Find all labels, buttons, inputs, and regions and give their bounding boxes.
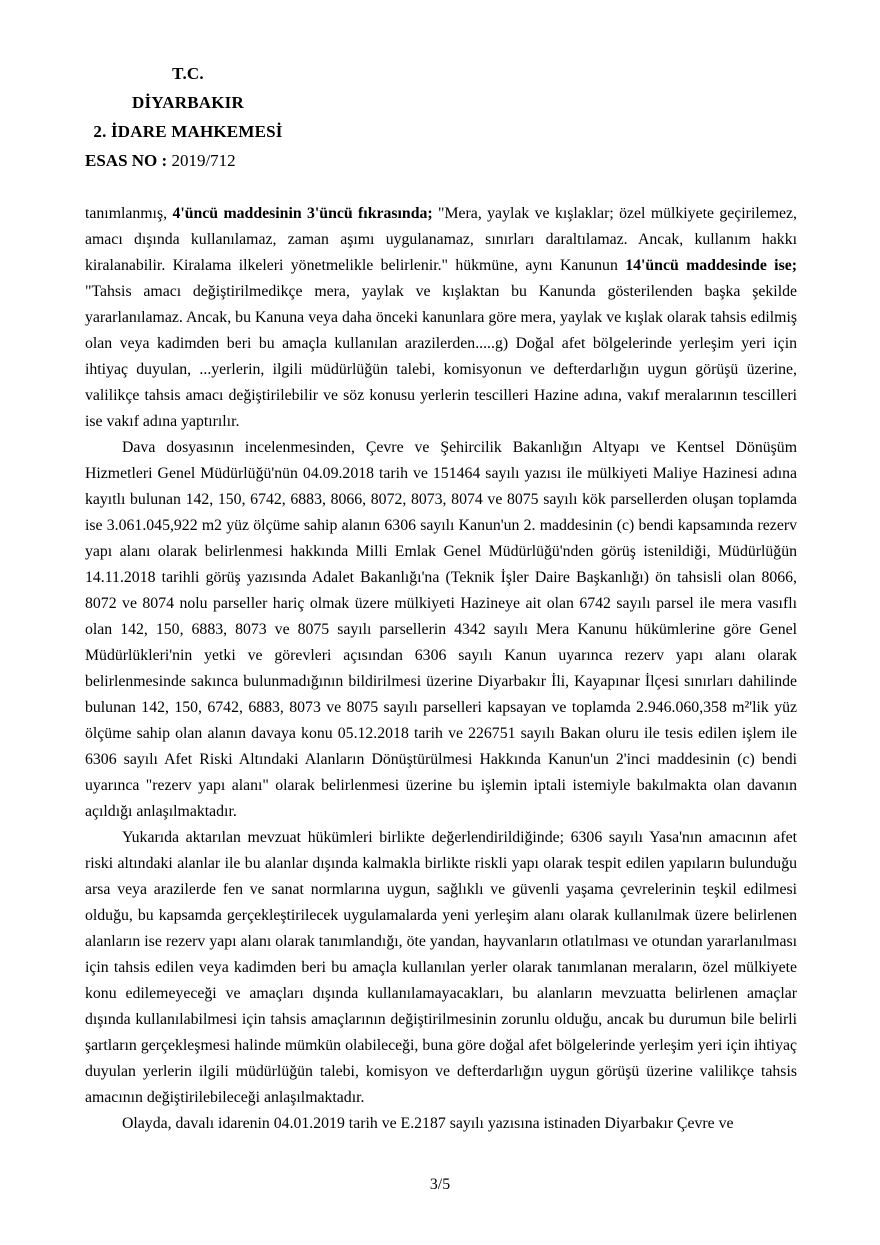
header-city-line: DİYARBAKIR xyxy=(132,93,244,112)
text-run: tanımlanmış, xyxy=(85,205,173,222)
case-number-label: ESAS NO : xyxy=(85,151,168,170)
paragraph xyxy=(85,435,797,825)
text-run: Olayda, davalı idarenin 04.01.2019 tarih ve E.2187 sayılı yazısına istinaden Diyarbakır Çevre ve xyxy=(122,1115,734,1132)
paragraph xyxy=(85,201,797,435)
case-number-value: 2019/712 xyxy=(171,151,236,170)
case-number-line xyxy=(85,146,236,175)
bold-text-run: 14'üncü maddesinde ise; xyxy=(625,257,797,274)
bold-text-run: 4'üncü maddesinin 3'üncü fıkrasında; xyxy=(172,205,433,222)
document-body xyxy=(85,201,797,1137)
page-number: 3/5 xyxy=(429,1176,451,1193)
text-run: Yukarıda aktarılan mevzuat hükümleri birlikte değerlendirildiğinde; 6306 sayılı Yasa'nın amacının afet riski altındaki alanlar ile bu alanlar dışında kalmakla birlikte riskli yapı olarak tespit edilen yapıların bulunduğu arsa veya arazilerde fen ve sanat normlarına uygun, sağlıklı ve güvenli yaşama çevrelerinin teşkil edilmesi olduğu, bu kapsamda gerçekleştirilecek uygulamalarda yeni yerleşim alanı olarak kullanılmak üzere belirlenen alanların ise rezerv yapı alanı olarak tanımlandığı, öte yandan, hayvanların otlatılması ve otundan yararlanılması için tahsis edilen veya kadimden beri bu amaçla kullanılan yerler olarak tanımlanan meraların, özel mülkiyete konu edilemeyeceği ve amaçları dışında kullanılamayacakları, bu alanların mevzuatta belirlenen amaçlar dışında kullanılabilmesi için tahsis amaçlarının değiştirilmesinin zorunlu olduğu, ancak bu durumun bile belirli şartların gerçekleşmesi halinde mümkün olabileceği, buna göre doğal afet bölgelerinde yerleşim yeri için ihtiyaç duyulan yerlerin ilgili müdürlüğün talebi, komisyon ve defterdarlığın uygun görüşü üzerine valilikçe tahsis amacının değiştirilebileceği anlaşılmaktadır. xyxy=(85,829,797,1106)
text-run: "Mera, yaylak ve kışlaklar; özel mülkiyete geçirilemez, amacı dışında kullanılamaz, zaman aşımı uygulanamaz, sınırları daraltılamaz. Ancak, kullanım hakkı kiralanabilir. Kiralama ilkeleri yönetmelikle belirlenir." hükmüne, aynı Kanunun xyxy=(85,205,797,274)
header-court-line: 2. İDARE MAHKEMESİ xyxy=(93,122,283,141)
text-run: Dava dosyasının incelenmesinden, Çevre ve Şehircilik Bakanlığın Altyapı ve Kentsel Dönüşüm Hizmetleri Genel Müdürlüğü'nün 04.09.2018 tarih ve 151464 sayılı yazısı ile mülkiyeti Maliye Hazinesi adına kayıtlı bulunan 142, 150, 6742, 6883, 8066, 8072, 8073, 8074 ve 8075 sayılı kök parsellerden oluşan toplamda ise 3.061.045,922 m2 yüz ölçüme sahip alanın 6306 sayılı Kanun'un 2. maddesinin (c) bendi kapsamında rezerv yapı alanı olarak belirlenmesi hakkında Milli Emlak Genel Müdürlüğü'nden görüş istenildiği, Müdürlüğün 14.11.2018 tarihli görüş yazısında Adalet Bakanlığı'na (Teknik İşler Daire Başkanlığı) ön tahsisli olan 8066, 8072 ve 8074 nolu parseller hariç olmak üzere mülkiyeti Hazineye ait olan 6742 sayılı parsel ile mera vasıflı olan 142, 150, 6883, 8073 ve 8075 sayılı parsellerin 4342 sayılı Mera Kanunu hükümlerine göre Genel Müdürlükleri'nin yetki ve görevleri açısından 6306 sayılı Kanun uyarınca rezerv yapı alanı olarak belirlenmesinde sakınca bulunmadığının bildirilmesi üzerine Diyarbakır İli, Kayapınar İlçesi sınırları dahilinde bulunan 142, 150, 6742, 6883, 8073 ve 8075 sayılı parselleri kapsayan ve toplamda 2.946.060,358 m²'lik yüz ölçüme sahip olan alanın davaya konu 05.12.2018 tarih ve 226751 sayılı Bakan oluru ile tesis edilen işlem ile 6306 sayılı Afet Riski Altındaki Alanların Dönüştürülmesi Hakkında Kanun'un 2'inci maddesinin (c) bendi uyarınca "rezerv yapı alanı" olarak belirlenmesi üzerine bu işlemin iptali istemiyle bakılmakta olan davanın açıldığı anlaşılmaktadır. xyxy=(85,439,797,820)
paragraph xyxy=(85,825,797,1111)
paragraph xyxy=(85,1111,797,1137)
text-run: "Tahsis amacı değiştirilmedikçe mera, yaylak ve kışlaktan bu Kanunda gösterilenden başka şekilde yararlanılamaz. Ancak, bu Kanuna veya daha önceki kanunlara göre mera, yaylak ve kışlak olarak tahsis edilmiş olan veya kadimden beri bu amaçla kullanılan arazilerden.....g) Doğal afet bölgelerinde yerleşim yeri için ihtiyaç duyulan, ...yerlerin, ilgili müdürlüğün talebi, komisyonun ve defterdarlığın uygun görüşü üzerine, valilikçe tahsis amacı değiştirilebilir ve söz konusu yerlerin tescilleri Hazine adına, vakıf meralarının tescilleri ise vakıf adına yaptırılır. xyxy=(85,283,797,430)
header-republic-line: T.C. xyxy=(172,64,204,83)
court-header xyxy=(42,59,334,146)
